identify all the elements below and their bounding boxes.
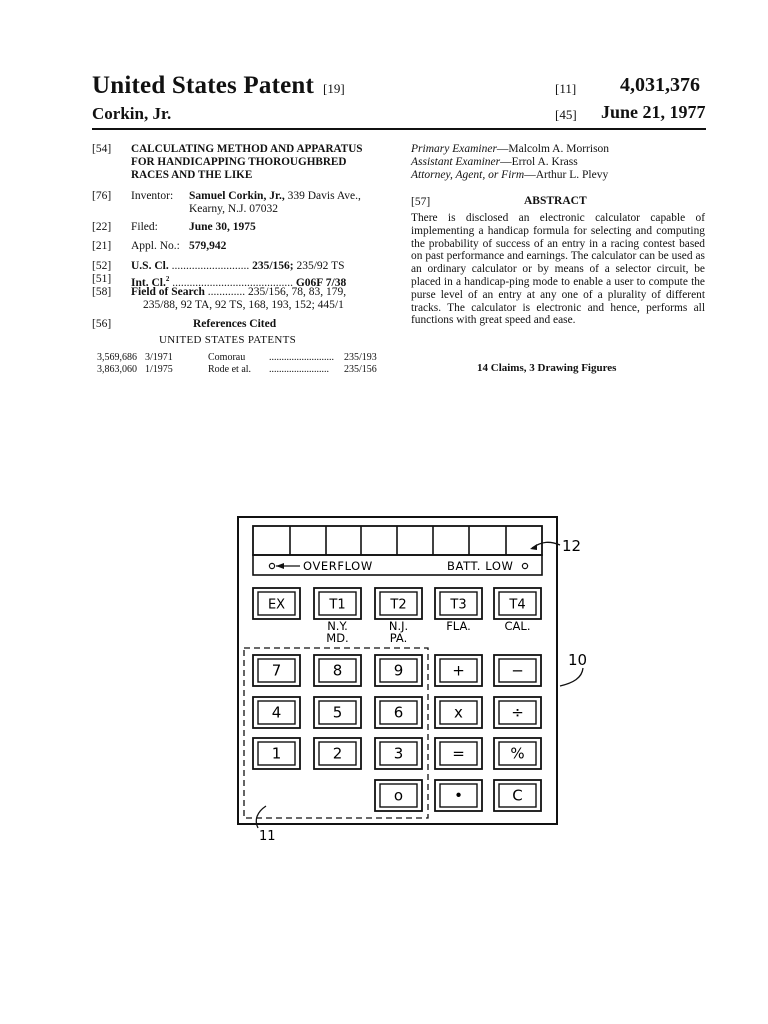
key-ex[interactable] bbox=[253, 588, 300, 619]
us-class-label: U.S. Cl. bbox=[131, 260, 169, 272]
key-label: 8 bbox=[332, 661, 343, 680]
field-54-code: [54] bbox=[92, 143, 112, 155]
field-76-label: Inventor: bbox=[131, 190, 174, 202]
field-22-label: Filed: bbox=[131, 221, 158, 233]
overflow-label: OVERFLOW bbox=[303, 559, 373, 573]
ref-10-label: 10 bbox=[568, 651, 588, 669]
battery-low-label: BATT. LOW bbox=[447, 559, 514, 573]
us-class-value: 235/156; bbox=[252, 260, 294, 272]
key-label: • bbox=[454, 786, 463, 805]
track-label: PA. bbox=[389, 631, 408, 645]
battery-indicator-icon bbox=[522, 563, 527, 568]
field-21-label: Appl. No.: bbox=[131, 240, 180, 252]
key-label: = bbox=[452, 744, 465, 763]
date-ref-code: [45] bbox=[555, 107, 577, 122]
assistant-examiner-name: —Errol A. Krass bbox=[500, 156, 578, 168]
title-ref-code: [19] bbox=[323, 81, 345, 96]
key-label: EX bbox=[267, 597, 286, 613]
field-of-search-dots: ............. bbox=[204, 286, 246, 298]
key-percent[interactable] bbox=[494, 738, 541, 769]
key-label: ÷ bbox=[511, 703, 524, 722]
key-label: T2 bbox=[390, 597, 407, 613]
key-4[interactable] bbox=[253, 697, 300, 728]
key-label: C bbox=[512, 786, 523, 805]
field-76-code: [76] bbox=[92, 190, 112, 202]
inventor-surname: Corkin, Jr. bbox=[92, 104, 172, 123]
patent-title: United States Patent bbox=[92, 72, 315, 99]
key-label: % bbox=[510, 744, 525, 763]
primary-examiner-name: —Malcolm A. Morrison bbox=[496, 143, 610, 155]
invention-title-line-3: RACES AND THE LIKE bbox=[131, 169, 253, 181]
invention-title-line-2: FOR HANDICAPPING THOROUGHBRED bbox=[131, 156, 347, 168]
reference-class: 235/193 bbox=[344, 352, 377, 363]
key-divide[interactable] bbox=[494, 697, 541, 728]
int-class-label: Int. Cl. bbox=[131, 276, 166, 289]
key-multiply[interactable] bbox=[435, 697, 482, 728]
field-22-code: [22] bbox=[92, 221, 112, 233]
int-class-value: G06F 7/38 bbox=[295, 276, 347, 289]
field-56-code: [56] bbox=[92, 318, 112, 330]
reference-name: Comorau bbox=[208, 352, 246, 363]
key-5[interactable] bbox=[314, 697, 361, 728]
abstract-text: There is disclosed an electronic calculator capable of implementing a handicap formula for selecting and computing the probability of success of an entry in a racing contest based on past performance and earnings. The calculator can be used as an ordinary calculator or by means of a selector circuit, be placed in a handicap-ping mode to enable a user to compute the purse level of an entry at any one of a plurality of different tracks. The calculator is electronic and hence, performs all functions with great speed and ease. bbox=[411, 212, 705, 327]
int-class-sup: 2 bbox=[165, 275, 170, 283]
key-label: + bbox=[452, 661, 465, 680]
overflow-indicator-icon bbox=[269, 563, 274, 568]
field-57-code: [57] bbox=[411, 196, 431, 208]
key-9[interactable] bbox=[375, 655, 422, 686]
patent-number-ref-code: [11] bbox=[555, 81, 577, 96]
references-cited-heading: References Cited bbox=[193, 318, 277, 330]
key-2[interactable] bbox=[314, 738, 361, 769]
application-number: 579,942 bbox=[189, 240, 227, 252]
key-6[interactable] bbox=[375, 697, 422, 728]
key-label: 6 bbox=[393, 703, 404, 722]
key-3[interactable] bbox=[375, 738, 422, 769]
key-equals[interactable] bbox=[435, 738, 482, 769]
track-label: MD. bbox=[326, 631, 349, 645]
assistant-examiner-label: Assistant Examiner bbox=[411, 156, 501, 168]
reference-dots: ........................ bbox=[269, 364, 329, 375]
reference-class: 235/156 bbox=[344, 364, 377, 375]
key-label: 3 bbox=[393, 744, 404, 763]
key-zero[interactable] bbox=[375, 780, 422, 811]
filed-date: June 30, 1975 bbox=[189, 221, 256, 233]
inventor-name: Samuel Corkin, Jr., bbox=[189, 190, 285, 202]
display-digit-separators bbox=[290, 526, 506, 555]
primary-examiner-label: Primary Examiner bbox=[411, 143, 497, 155]
keypad bbox=[253, 588, 541, 811]
us-class-dots: ........................... bbox=[171, 260, 250, 272]
inventor-address-1: 339 Davis Ave., bbox=[284, 190, 361, 202]
key-label: 5 bbox=[332, 703, 343, 722]
key-label: 9 bbox=[393, 661, 404, 680]
key-7[interactable] bbox=[253, 655, 300, 686]
key-label: T3 bbox=[450, 597, 467, 613]
int-class-dots: .......................................... bbox=[169, 276, 293, 289]
claims-summary: 14 Claims, 3 Drawing Figures bbox=[477, 362, 617, 374]
key-label: T4 bbox=[509, 597, 526, 613]
reference-date: 3/1971 bbox=[145, 352, 173, 363]
attorney-label: Attorney, Agent, or Firm bbox=[411, 169, 525, 181]
us-class-value-2: 235/92 TS bbox=[293, 260, 345, 272]
ref-11-label: 11 bbox=[259, 829, 276, 844]
inventor-address-2: Kearny, N.J. 07032 bbox=[189, 203, 279, 215]
track-label: N.J. bbox=[388, 619, 409, 633]
key-clear[interactable] bbox=[494, 780, 541, 811]
key-label: 2 bbox=[332, 744, 343, 763]
overflow-arrow-icon bbox=[276, 563, 284, 569]
abstract-heading: ABSTRACT bbox=[524, 195, 587, 207]
key-t4[interactable] bbox=[494, 588, 541, 619]
key-minus[interactable] bbox=[494, 655, 541, 686]
key-t1[interactable] bbox=[314, 588, 361, 619]
key-label: 7 bbox=[271, 661, 282, 680]
ref-12-arrow-icon bbox=[530, 544, 537, 550]
us-patents-subheading: UNITED STATES PATENTS bbox=[159, 334, 297, 346]
key-t2[interactable] bbox=[375, 588, 422, 619]
reference-number: 3,569,686 bbox=[97, 352, 137, 363]
field-51-code: [51] bbox=[92, 273, 112, 285]
key-label: − bbox=[511, 661, 524, 680]
reference-date: 1/1975 bbox=[145, 364, 173, 375]
key-8[interactable] bbox=[314, 655, 361, 686]
attorney-name: —Arthur L. Plevy bbox=[524, 169, 609, 181]
key-decimal-point[interactable] bbox=[435, 780, 482, 811]
patent-date: June 21, 1977 bbox=[601, 102, 706, 122]
field-of-search-value-1: 235/156, 78, 83, 179, bbox=[245, 286, 347, 298]
key-label: 4 bbox=[271, 703, 282, 722]
ref-12-label: 12 bbox=[562, 537, 582, 555]
track-label: N.Y. bbox=[327, 619, 348, 633]
key-plus[interactable] bbox=[435, 655, 482, 686]
key-label: x bbox=[454, 703, 463, 722]
field-of-search-label: Field of Search bbox=[131, 286, 205, 298]
ref-10-leader bbox=[560, 668, 583, 686]
patent-number: 4,031,376 bbox=[620, 74, 700, 96]
track-label: FLA. bbox=[446, 619, 471, 633]
key-label: T1 bbox=[329, 597, 346, 613]
key-label: o bbox=[393, 786, 404, 805]
reference-number: 3,863,060 bbox=[97, 364, 137, 375]
field-21-code: [21] bbox=[92, 240, 112, 252]
invention-title-line-1: CALCULATING METHOD AND APPARATUS bbox=[131, 143, 363, 155]
reference-dots: .......................... bbox=[269, 352, 334, 363]
key-1[interactable] bbox=[253, 738, 300, 769]
key-t3[interactable] bbox=[435, 588, 482, 619]
track-label: CAL. bbox=[504, 619, 531, 633]
key-label: 1 bbox=[271, 744, 282, 763]
field-52-code: [52] bbox=[92, 260, 112, 272]
field-of-search-value-2: 235/88, 92 TA, 92 TS, 168, 193, 152; 445/1 bbox=[143, 299, 344, 311]
reference-name: Rode et al. bbox=[208, 364, 252, 375]
field-58-code: [58] bbox=[92, 286, 112, 298]
